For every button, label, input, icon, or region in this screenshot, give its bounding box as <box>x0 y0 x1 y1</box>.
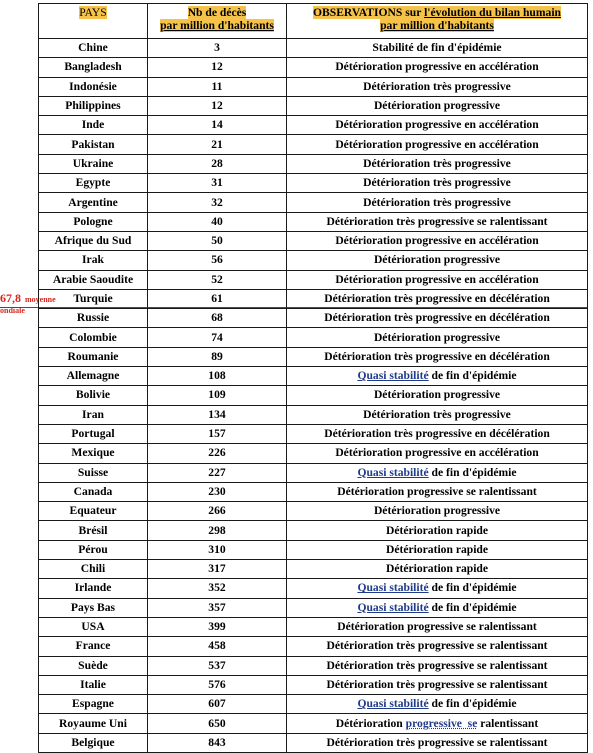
cell-observation: Détérioration très progressive en décélération <box>287 424 588 443</box>
cell-deces: 843 <box>148 733 287 752</box>
cell-pays: Brésil <box>39 521 148 540</box>
deaths-table <box>38 3 588 753</box>
observation-rest: de fin d'épidémie <box>428 369 517 383</box>
cell-deces: 227 <box>148 463 287 482</box>
cell-deces: 21 <box>148 135 287 154</box>
cell-deces: 458 <box>148 637 287 656</box>
cell-deces: 399 <box>148 617 287 636</box>
cell-observation: Détérioration progressive <box>287 386 588 405</box>
cell-pays: Bangladesh <box>39 58 148 77</box>
cell-observation <box>287 579 588 598</box>
quasi-stabilite-label: Quasi stabilité <box>357 465 429 479</box>
table-row <box>39 444 588 463</box>
cell-pays: Bolivie <box>39 386 148 405</box>
cell-pays: Suède <box>39 656 148 675</box>
cell-pays: Mexique <box>39 444 148 463</box>
cell-pays: Egypte <box>39 174 148 193</box>
cell-observation: Détérioration très progressive <box>287 193 588 212</box>
cell-observation <box>287 695 588 714</box>
table-row <box>39 193 588 212</box>
table-row <box>39 656 588 675</box>
cell-pays: Equateur <box>39 502 148 521</box>
cell-deces: 74 <box>148 328 287 347</box>
table-row <box>39 251 588 270</box>
cell-deces: 56 <box>148 251 287 270</box>
cell-deces: 14 <box>148 116 287 135</box>
cell-deces: 3 <box>148 39 287 58</box>
cell-deces: 650 <box>148 714 287 733</box>
cell-observation <box>287 463 588 482</box>
world-average-label: moyenne <box>25 295 56 304</box>
cell-observation: Détérioration très progressive en décélération <box>287 309 588 328</box>
cell-deces: 50 <box>148 231 287 250</box>
cell-observation: Détérioration très progressive se ralentissant <box>287 637 588 656</box>
cell-observation: Détérioration très progressive en décélération <box>287 347 588 366</box>
observation-rest: de fin d'épidémie <box>428 581 517 595</box>
table-row <box>39 482 588 501</box>
quasi-stabilite-label: Quasi stabilité <box>357 600 429 614</box>
cell-pays: Allemagne <box>39 367 148 386</box>
table-row <box>39 405 588 424</box>
cell-pays: Russie <box>39 309 148 328</box>
cell-observation: Détérioration progressive <box>287 328 588 347</box>
observation-rest: de fin d'épidémie <box>428 465 517 479</box>
cell-observation: Détérioration très progressive en décélération <box>287 289 588 308</box>
cell-observation: Détérioration très progressive <box>287 154 588 173</box>
table-row <box>39 540 588 559</box>
cell-pays: Chine <box>39 39 148 58</box>
cell-observation <box>287 598 588 617</box>
cell-observation: Détérioration progressive en accélération <box>287 231 588 250</box>
cell-pays: Afrique du Sud <box>39 231 148 250</box>
table-row <box>39 695 588 714</box>
cell-pays: Irlande <box>39 579 148 598</box>
cell-observation: Détérioration rapide <box>287 540 588 559</box>
cell-observation: Détérioration progressive en accélération <box>287 270 588 289</box>
table-header-row <box>39 4 588 39</box>
table-row <box>39 714 588 733</box>
table-row <box>39 637 588 656</box>
cell-pays: Pays Bas <box>39 598 148 617</box>
table-row <box>39 598 588 617</box>
table-row <box>39 424 588 443</box>
cell-observation: Détérioration progressive se ralentissant <box>287 617 588 636</box>
observation-part: ralentissant <box>477 716 539 730</box>
cell-pays: Ukraine <box>39 154 148 173</box>
cell-pays: France <box>39 637 148 656</box>
header-deces: Nb de décès par million d'habitants <box>148 4 287 39</box>
cell-pays: Iran <box>39 405 148 424</box>
cell-deces: 31 <box>148 174 287 193</box>
cell-observation: Détérioration progressive se ralentissant <box>287 482 588 501</box>
cell-pays: Pérou <box>39 540 148 559</box>
table-row <box>39 675 588 694</box>
cell-pays: Portugal <box>39 424 148 443</box>
cell-pays: Pologne <box>39 212 148 231</box>
cell-deces: 11 <box>148 77 287 96</box>
cell-observation: Détérioration très progressive <box>287 77 588 96</box>
cell-deces: 12 <box>148 58 287 77</box>
cell-pays: Turquie <box>39 289 148 308</box>
quasi-stabilite-label: Quasi stabilité <box>357 581 429 595</box>
cell-pays: Chili <box>39 560 148 579</box>
cell-deces: 352 <box>148 579 287 598</box>
cell-deces: 32 <box>148 193 287 212</box>
cell-deces: 40 <box>148 212 287 231</box>
table-row <box>39 521 588 540</box>
cell-pays: Royaume Uni <box>39 714 148 733</box>
cell-pays: USA <box>39 617 148 636</box>
cell-deces: 607 <box>148 695 287 714</box>
table-row <box>39 328 588 347</box>
table-row <box>39 174 588 193</box>
cell-pays: Philippines <box>39 96 148 115</box>
cell-pays: Colombie <box>39 328 148 347</box>
cell-deces: 61 <box>148 289 287 308</box>
world-average-label-2: ondiale <box>0 306 25 315</box>
cell-pays: Belgique <box>39 733 148 752</box>
table-row <box>39 270 588 289</box>
cell-observation: Détérioration très progressive se ralentissant <box>287 656 588 675</box>
cell-observation: Détérioration très progressive <box>287 174 588 193</box>
quasi-stabilite-label: Quasi stabilité <box>357 369 429 383</box>
cell-deces: 310 <box>148 540 287 559</box>
cell-pays: Canada <box>39 482 148 501</box>
table-row <box>39 96 588 115</box>
cell-pays: Italie <box>39 675 148 694</box>
cell-pays: Argentine <box>39 193 148 212</box>
quasi-stabilite-label: Quasi stabilité <box>357 697 429 711</box>
table-row <box>39 135 588 154</box>
world-average-value: 67,8 <box>0 291 21 305</box>
cell-observation: Détérioration progressive en accélération <box>287 58 588 77</box>
cell-deces: 68 <box>148 309 287 328</box>
cell-observation: Détérioration progressive <box>287 96 588 115</box>
table-row <box>39 309 588 328</box>
cell-observation: Détérioration progressive en accélération <box>287 116 588 135</box>
table-row <box>39 733 588 752</box>
cell-deces: 226 <box>148 444 287 463</box>
cell-observation: Stabilité de fin d'épidémie <box>287 39 588 58</box>
cell-observation: Détérioration très progressive se ralentissant <box>287 212 588 231</box>
cell-deces: 576 <box>148 675 287 694</box>
cell-deces: 108 <box>148 367 287 386</box>
table-row <box>39 347 588 366</box>
cell-deces: 317 <box>148 560 287 579</box>
table-row <box>39 58 588 77</box>
cell-deces: 52 <box>148 270 287 289</box>
cell-pays: Pakistan <box>39 135 148 154</box>
table-row <box>39 39 588 58</box>
cell-deces: 537 <box>148 656 287 675</box>
table-row <box>39 231 588 250</box>
cell-deces: 134 <box>148 405 287 424</box>
cell-deces: 357 <box>148 598 287 617</box>
cell-observation: Détérioration rapide <box>287 560 588 579</box>
table-row <box>39 212 588 231</box>
cell-pays: Arabie Saoudite <box>39 270 148 289</box>
table-row <box>39 116 588 135</box>
cell-observation: Détérioration progressive <box>287 251 588 270</box>
cell-deces: 298 <box>148 521 287 540</box>
cell-observation: Détérioration progressive en accélération <box>287 444 588 463</box>
cell-deces: 266 <box>148 502 287 521</box>
table-row <box>39 502 588 521</box>
cell-deces: 89 <box>148 347 287 366</box>
observation-rest: de fin d'épidémie <box>428 600 517 614</box>
cell-pays: Irak <box>39 251 148 270</box>
cell-deces: 12 <box>148 96 287 115</box>
cell-observation: Détérioration très progressive se ralentissant <box>287 733 588 752</box>
table-row <box>39 289 588 308</box>
cell-pays: Espagne <box>39 695 148 714</box>
header-observations: OBSERVATIONS sur l'évolution du bilan humain par million d'habitants <box>287 4 588 39</box>
cell-pays: Suisse <box>39 463 148 482</box>
cell-observation: Détérioration progressive <box>287 502 588 521</box>
cell-deces: 109 <box>148 386 287 405</box>
table-row <box>39 154 588 173</box>
cell-pays: Indonésie <box>39 77 148 96</box>
cell-observation: Détérioration très progressive se ralentissant <box>287 675 588 694</box>
cell-observation <box>287 367 588 386</box>
table-row <box>39 386 588 405</box>
cell-observation: Détérioration rapide <box>287 521 588 540</box>
cell-pays: Inde <box>39 116 148 135</box>
observation-part: Détérioration <box>335 716 406 730</box>
table-row <box>39 560 588 579</box>
table-row <box>39 617 588 636</box>
cell-deces: 157 <box>148 424 287 443</box>
cell-observation: Détérioration très progressive <box>287 405 588 424</box>
table-row <box>39 579 588 598</box>
table-row <box>39 367 588 386</box>
cell-observation: Détérioration progressive en accélération <box>287 135 588 154</box>
cell-observation <box>287 714 588 733</box>
observation-part: progressive se <box>405 716 478 730</box>
cell-deces: 28 <box>148 154 287 173</box>
table-row <box>39 77 588 96</box>
table-row <box>39 463 588 482</box>
header-pays: PAYS <box>39 4 148 39</box>
cell-pays: Roumanie <box>39 347 148 366</box>
observation-rest: de fin d'épidémie <box>428 697 517 711</box>
cell-deces: 230 <box>148 482 287 501</box>
